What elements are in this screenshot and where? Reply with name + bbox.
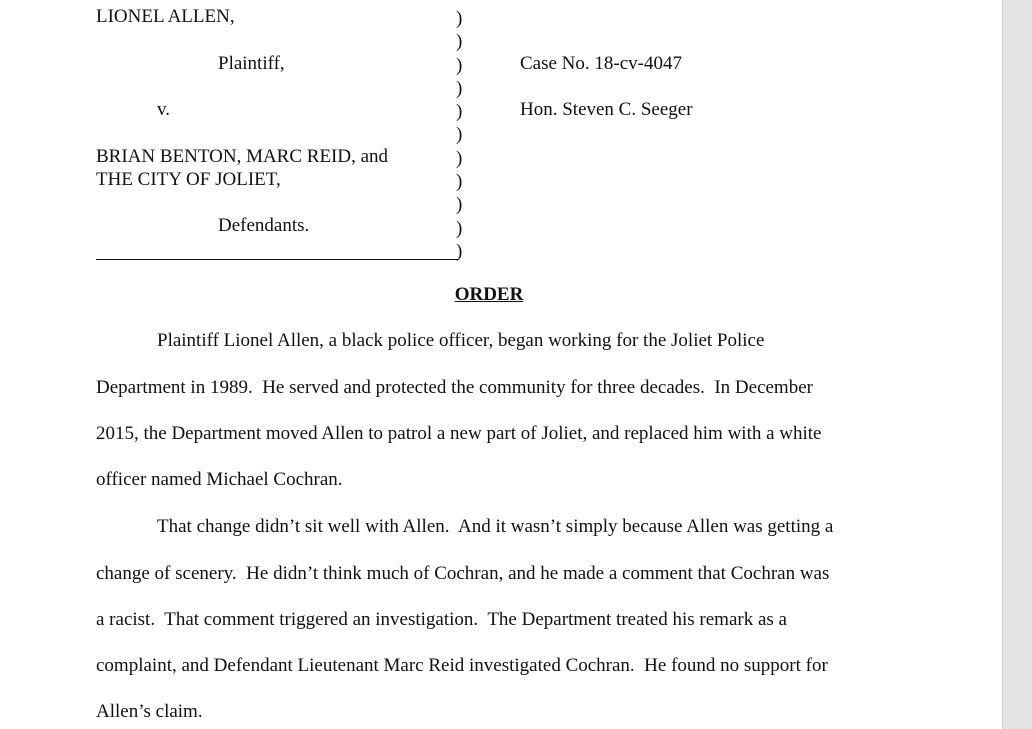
order-title: ORDER: [454, 284, 524, 305]
caption-paren: ): [456, 124, 463, 146]
caption-paren: ): [456, 54, 463, 76]
caption-paren: ): [456, 8, 463, 29]
caption-paren: ): [456, 217, 463, 239]
caption-paren: ): [456, 171, 463, 193]
plaintiff-role: Plaintiff,: [218, 53, 285, 74]
paragraph-2-line-1: That change didn’t sit well with Allen. And it wasn’t simply because Allen was getting a: [157, 516, 834, 537]
defendants-names-line-1: BRIAN BENTON, MARC REID, and: [96, 146, 389, 167]
paragraph-2-line-5: Allen’s claim.: [96, 701, 203, 722]
paragraph-2-line-4: complaint, and Defendant Lieutenant Marc Reid investigated Cochran. He found no support for: [96, 655, 828, 676]
defendants-names-line-2: THE CITY OF JOLIET,: [96, 169, 281, 190]
defendants-role: Defendants.: [218, 215, 310, 236]
caption-paren: ): [456, 101, 463, 123]
paragraph-1-line-2: Department in 1989. He served and protected the community for three decades. In December: [96, 377, 813, 398]
versus-label: v.: [157, 99, 171, 120]
caption-paren: ): [456, 31, 463, 53]
caption-parenthesis-column: [456, 7, 470, 263]
judge-name: Hon. Steven C. Seeger: [520, 99, 693, 120]
paragraph-1-line-4: officer named Michael Cochran.: [96, 469, 343, 490]
caption-paren: ): [456, 240, 463, 262]
caption-paren: ): [456, 77, 463, 99]
case-number: Case No. 18-cv-4047: [520, 53, 682, 74]
caption-paren: ): [456, 194, 463, 216]
paragraph-2-line-2: change of scenery. He didn’t think much of Cochran, and he made a comment that Cochran was: [96, 563, 830, 584]
caption-underline: [96, 259, 458, 260]
paragraph-2-line-3: a racist. That comment triggered an investigation. The Department treated his remark as a: [96, 609, 787, 630]
paragraph-1-line-3: 2015, the Department moved Allen to patrol a new part of Joliet, and replaced him with a white: [96, 423, 822, 444]
caption-paren: ): [456, 147, 463, 169]
paragraph-1-line-1: Plaintiff Lionel Allen, a black police officer, began working for the Joliet Police: [157, 330, 765, 351]
viewer-scroll-gutter[interactable]: [1002, 0, 1032, 729]
plaintiff-name: LIONEL ALLEN,: [96, 6, 235, 27]
